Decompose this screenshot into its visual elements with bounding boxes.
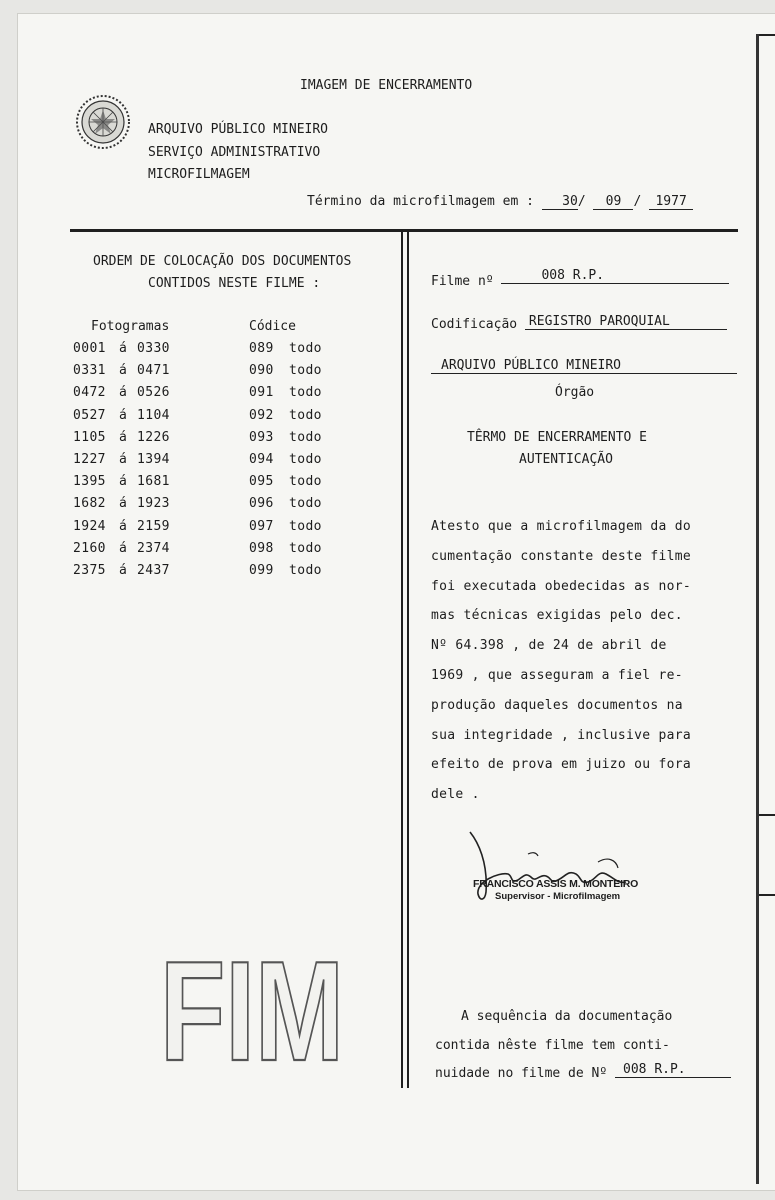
table-row [73,541,322,556]
range-separator: á [119,540,128,556]
termino-month: 09 [593,194,633,210]
range-separator: á [119,429,128,445]
codice-number: 090 [249,363,274,379]
header-divider [70,229,738,232]
termino-day: 30 [542,194,578,210]
header-service: SERVIÇO ADMINISTRATIVO [148,145,321,160]
termo-heading-line2: AUTENTICAÇÃO [519,452,613,467]
codice-scope: todo [289,474,322,490]
column-divider [401,232,403,1088]
codificacao-field [431,314,727,333]
fotograma-from: 0331 [73,363,106,379]
table-row [73,341,322,356]
codice-scope: todo [289,563,322,578]
ordem-heading-line1: ORDEM DE COLOCAÇÃO DOS DOCUMENTOS [93,254,352,269]
range-separator: á [119,452,128,467]
range-separator: á [119,385,128,401]
filme-value: 008 R.P. [501,268,729,284]
codice-scope: todo [289,518,322,534]
codice-number: 089 [249,341,274,356]
fotograma-from: 2375 [73,563,106,578]
fotograma-to: 1394 [137,452,170,467]
codificacao-label: Codificação [431,317,518,332]
orgao-label: Órgão [555,385,595,400]
document-title: IMAGEM DE ENCERRAMENTO [300,78,473,93]
filme-label: Filme nº [431,274,494,289]
codice-number: 099 [249,563,274,578]
termino-line [307,194,693,210]
attestation-line: efeito de prova em juizo ou fora [431,757,692,773]
table-row [73,563,322,578]
codice-number: 098 [249,540,274,556]
attestation-line: foi executada obedecidas as nor- [431,578,692,594]
codice-scope: todo [289,341,322,356]
table-row [73,408,322,423]
codice-number: 093 [249,429,274,445]
fotograma-from: 0527 [73,407,106,423]
termo-heading-line1: TÊRMO DE ENCERRAMENTO E [467,430,648,445]
col-header-fotogramas: Fotogramas [91,319,170,334]
film-edge-tick [759,894,775,896]
attestation-line: dele . [431,787,480,803]
fotograma-to: 2374 [137,540,170,556]
date-separator: / [577,194,586,209]
fotograma-to: 2159 [137,518,170,534]
fotograma-to: 0330 [137,341,170,356]
col-header-codice: Códice [249,319,296,334]
fotograma-from: 1395 [73,474,106,490]
attestation-line: Nº 64.398 , de 24 de abril de [431,638,667,654]
film-edge-tick [759,814,775,816]
attestation-line: produção daqueles documentos na [431,697,683,713]
table-row [73,452,322,467]
table-row [73,385,322,400]
range-separator: á [119,563,128,578]
fotograma-to: 1923 [137,496,170,512]
attestation-line: cumentação constante deste filme [431,548,692,564]
codice-scope: todo [289,363,322,379]
fim-text: FIM [160,932,344,1091]
header-archive-name: ARQUIVO PÚBLICO MINEIRO [148,122,329,137]
fotograma-to: 1681 [137,474,170,490]
codice-scope: todo [289,452,322,467]
fotograma-from: 0472 [73,385,106,401]
range-separator: á [119,407,128,423]
fotograma-from: 0001 [73,341,106,356]
table-row [73,363,322,378]
fotograma-from: 1227 [73,452,106,467]
table-row [73,496,322,511]
table-row [73,430,322,445]
filme-field [431,268,729,290]
range-separator: á [119,363,128,379]
orgao-value: ARQUIVO PÚBLICO MINEIRO [431,358,737,374]
table-row [73,474,322,489]
sequence-line3 [435,1062,731,1082]
signature-role: Supervisor - Microfilmagem [495,891,621,902]
fotograma-to: 1226 [137,429,170,445]
codice-number: 091 [249,385,274,401]
coat-of-arms-seal-icon [75,94,131,150]
fotograma-from: 1105 [73,429,106,445]
codice-scope: todo [289,385,322,401]
signature-name: FRANCISCO ASSIS M. MONTEIRO [473,878,639,890]
ordem-heading-line2: CONTIDOS NESTE FILME : [148,276,321,291]
codice-number: 096 [249,496,274,512]
date-separator: / [633,194,642,209]
fotograma-from: 1682 [73,496,106,512]
range-separator: á [119,474,128,490]
sequence-label: nuidade no filme de Nº [435,1066,608,1081]
range-separator: á [119,518,128,534]
fotograma-from: 1924 [73,518,106,534]
codice-scope: todo [289,540,322,556]
document-page [18,14,775,1190]
termino-year: 1977 [649,194,693,210]
fim-mark [158,932,348,1091]
codice-number: 095 [249,474,274,490]
codice-scope: todo [289,496,322,512]
attestation-line: sua integridade , inclusive para [431,727,692,743]
header-section: MICROFILMAGEM [148,167,250,182]
codice-number: 097 [249,518,274,534]
column-divider [407,232,409,1088]
film-edge-line [756,34,759,1184]
attestation-line: mas técnicas exigidas pelo dec. [431,608,683,624]
fotograma-to: 0471 [137,363,170,379]
film-edge-tick [759,34,775,36]
range-separator: á [119,341,128,356]
fotograma-to: 2437 [137,563,170,578]
codice-number: 092 [249,407,274,423]
sequence-line1: A sequência da documentação [461,1009,673,1024]
attestation-line: Atesto que a microfilmagem da do [431,519,692,534]
table-row [73,519,322,534]
fotograma-from: 2160 [73,540,106,556]
termino-label: Término da microfilmagem em : [307,194,534,209]
fotograma-to: 1104 [137,407,170,423]
codificacao-value: REGISTRO PAROQUIAL [525,314,727,330]
codice-number: 094 [249,452,274,467]
codice-scope: todo [289,407,322,423]
attestation-line: 1969 , que asseguram a fiel re- [431,668,683,683]
codice-scope: todo [289,429,322,445]
fotograma-to: 0526 [137,385,170,401]
range-separator: á [119,496,128,512]
sequence-line2: contida nêste filme tem conti- [435,1038,670,1053]
sequence-value: 008 R.P. [615,1062,731,1078]
